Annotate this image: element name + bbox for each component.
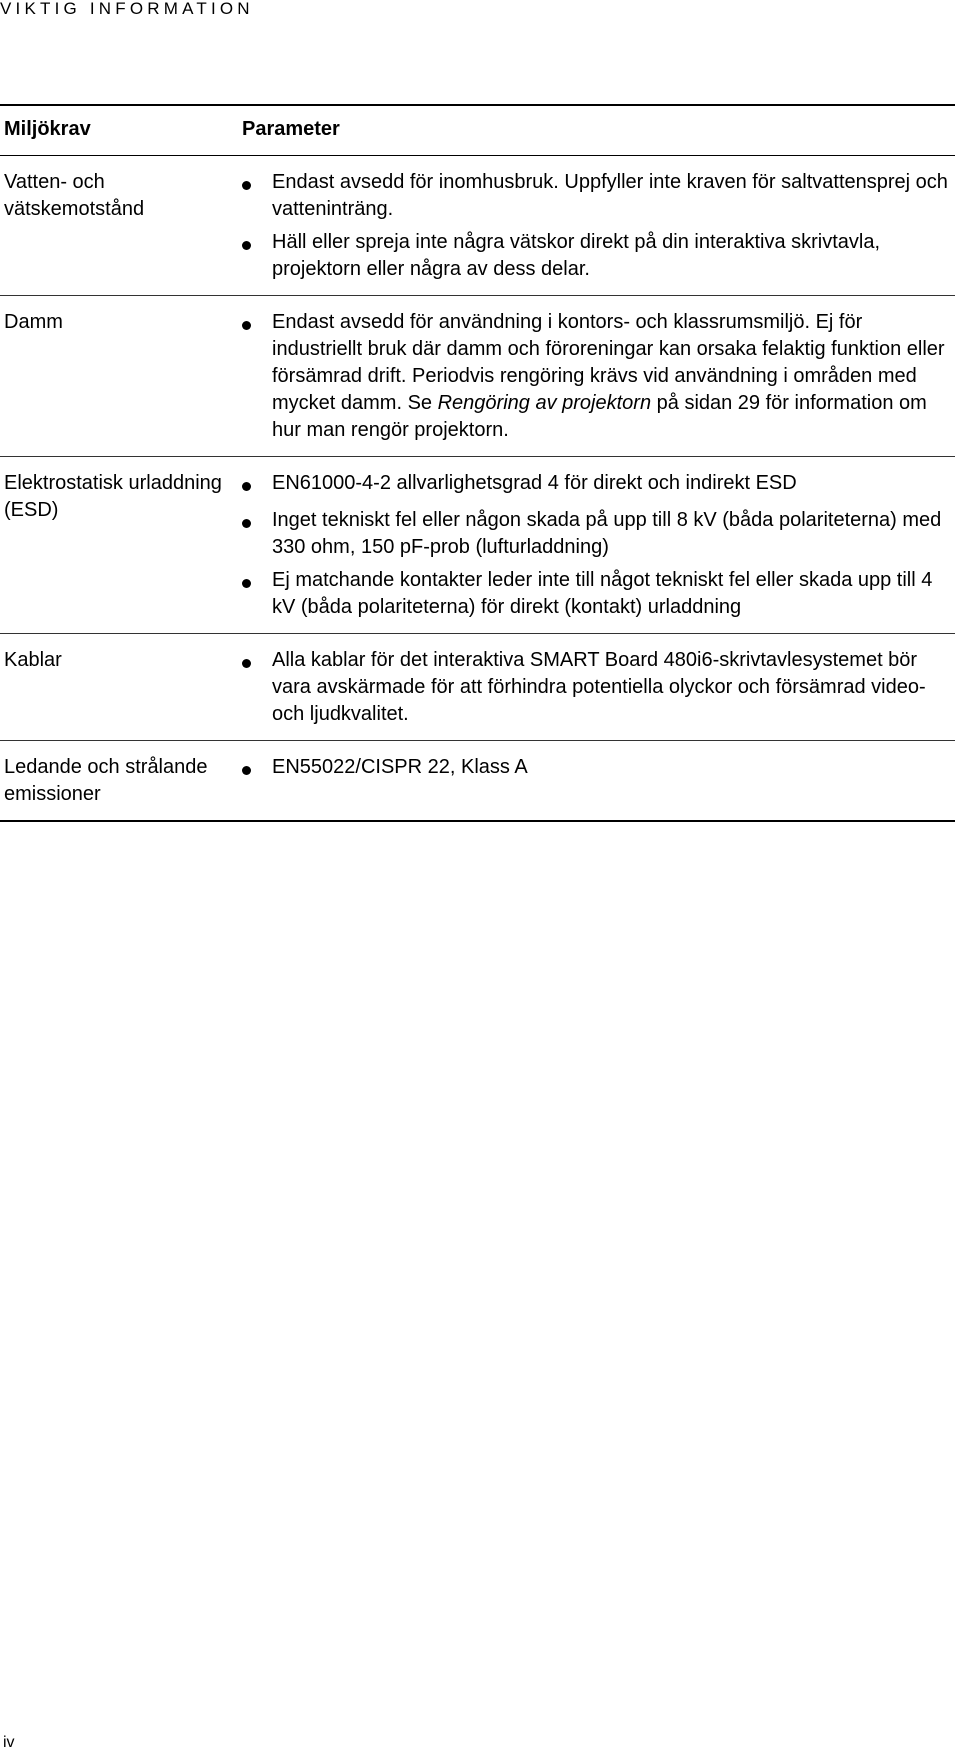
column-header-parameter: Parameter — [242, 105, 955, 156]
bullet-list — [242, 647, 955, 728]
bullet-list — [242, 169, 955, 283]
list-item-text: EN61000-4-2 allvarlighetsgrad 4 för direkt och indirekt ESD — [272, 472, 797, 494]
list-item-text: Häll eller spreja inte några vätskor direkt på din interaktiva skrivtavla, projektorn eller några av dess delar. — [272, 231, 881, 280]
list-item — [242, 470, 955, 497]
list-item — [242, 169, 955, 223]
cross-reference-link[interactable]: Rengöring av projektorn — [437, 392, 652, 414]
column-header-requirement: Miljökrav — [0, 105, 242, 156]
bullet-icon — [242, 766, 251, 775]
bullet-list — [242, 470, 955, 621]
bullet-list — [242, 309, 955, 444]
section-title: VIKTIG INFORMATION — [0, 0, 254, 18]
bullet-list — [242, 754, 955, 781]
list-item-text: Endast avsedd för inomhusbruk. Uppfyller inte kraven för saltvattensprej och vatteninträng. — [272, 171, 948, 220]
list-item — [242, 229, 955, 283]
table-header-row — [0, 105, 955, 156]
bullet-icon — [242, 241, 251, 250]
table-row — [0, 296, 955, 457]
parameter-cell — [242, 296, 955, 457]
parameter-cell — [242, 741, 955, 822]
requirement-cell: Vatten- och vätskemotstånd — [4, 171, 145, 220]
list-item — [242, 507, 955, 561]
page-number: iv — [3, 1734, 15, 1751]
bullet-icon — [242, 519, 251, 528]
list-item-text: EN55022/CISPR 22, Klass A — [272, 756, 528, 778]
list-item — [242, 647, 955, 728]
bullet-icon — [242, 181, 251, 190]
list-item — [242, 309, 955, 444]
table-row — [0, 741, 955, 822]
table-row — [0, 457, 955, 634]
table-row — [0, 156, 955, 296]
parameter-cell — [242, 156, 955, 296]
bullet-icon — [242, 579, 251, 588]
list-item-text: Inget tekniskt fel eller någon skada på upp till 8 kV (båda polariteterna) med 330 ohm, 150 pF-prob (lufturladdning) — [272, 509, 942, 558]
requirement-cell: Ledande och strålande emissioner — [4, 756, 208, 805]
list-item — [242, 754, 955, 781]
bullet-icon — [242, 321, 251, 330]
environmental-requirements-table — [0, 104, 955, 822]
list-item-text: Alla kablar för det interaktiva SMART Board 480i6-skrivtavlesystemet bör vara avskärmade för att förhindra potentiella olyckor och försämrad video- och ljudkvalitet. — [272, 649, 926, 725]
list-item-text-suffix: på sidan 29 för information om hur man rengör projektorn. — [272, 392, 927, 441]
parameter-cell — [242, 457, 955, 634]
requirement-cell: Elektrostatisk urladdning (ESD) — [4, 472, 222, 521]
bullet-icon — [242, 659, 251, 668]
list-item-text: Ej matchande kontakter leder inte till något tekniskt fel eller skada upp till 4 kV (båda polariteterna) för direkt (kontakt) urladdning — [272, 569, 933, 618]
requirement-cell: Damm — [4, 311, 63, 333]
parameter-cell — [242, 634, 955, 741]
bullet-icon — [242, 482, 251, 491]
list-item — [242, 567, 955, 621]
requirement-cell: Kablar — [4, 649, 62, 671]
table-row — [0, 634, 955, 741]
list-item-text-prefix: Endast avsedd för användning i kontors- och klassrumsmiljö. Ej för industriellt bruk där damm och föroreningar kan orsaka felaktig funktion eller försämrad drift. Periodvis rengöring krävs vid användning i områden med mycket damm. Se — [272, 311, 945, 414]
